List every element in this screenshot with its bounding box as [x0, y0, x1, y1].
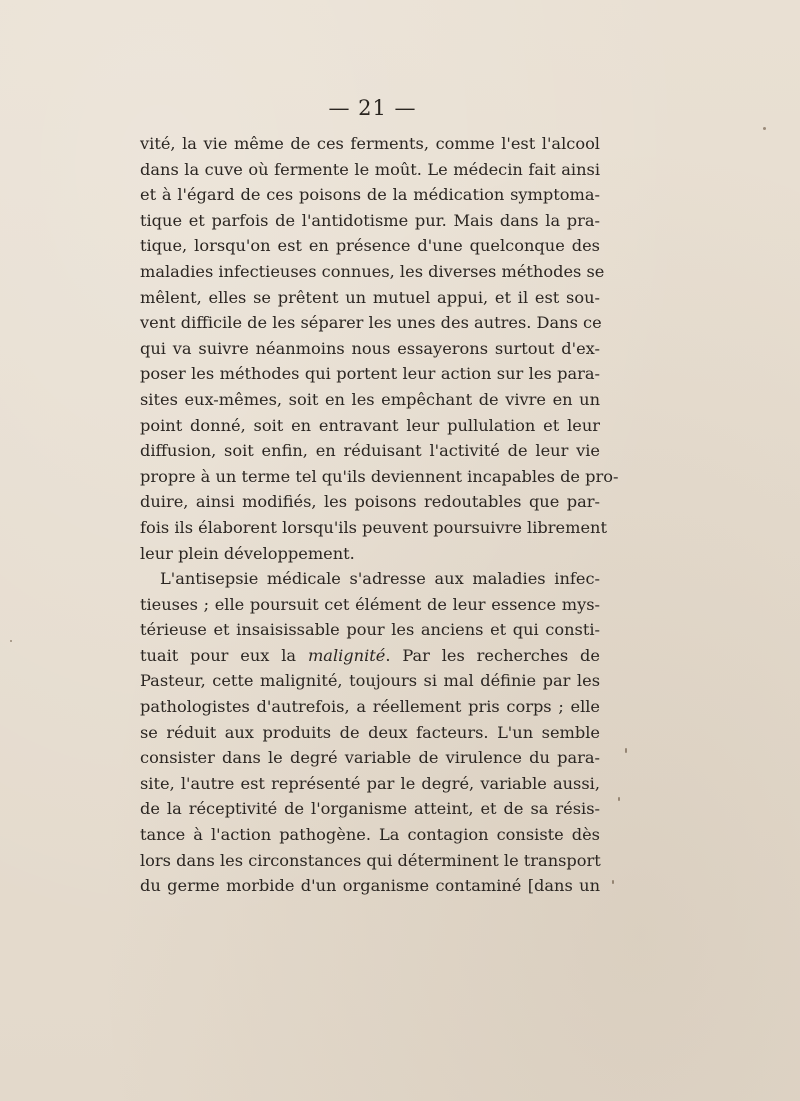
text-line: sites eux-mêmes, soit en les empêchant de vivre en un — [140, 389, 600, 409]
text-line: site, l'autre est représenté par le degré, variable aussi, — [140, 773, 600, 793]
paper-speck — [612, 880, 614, 884]
text-line: tique et parfois de l'antidotisme pur. Mais dans la pra- — [140, 210, 600, 230]
text-line: mêlent, elles se prêtent un mutuel appui, et il est sou- — [140, 287, 600, 307]
text-line: poser les méthodes qui portent leur action sur les para- — [140, 364, 600, 384]
text-line: tique, lorsqu'on est en présence d'une quelconque des — [140, 236, 600, 256]
text-fragment: tuait pour eux la — [140, 645, 308, 665]
text-line: pathologistes d'autrefois, a réellement pris corps ; elle — [140, 697, 600, 717]
body-text — [140, 131, 619, 899]
text-line: tance à l'action pathogène. La contagion consiste dès — [140, 825, 600, 845]
text-line: duire, ainsi modifiés, les poisons redoutables que par- — [140, 492, 600, 512]
text-line: et à l'égard de ces poisons de la médication symptoma- — [140, 185, 600, 205]
text-line: térieuse et insaisissable pour les anciens et qui consti- — [140, 620, 600, 640]
paragraph-2 — [140, 566, 600, 899]
text-line: vité, la vie même de ces ferments, comme l'est l'alcool — [140, 134, 600, 153]
paper-speck — [763, 127, 766, 130]
text-line: fois ils élaborent lorsqu'ils peuvent poursuivre librement — [140, 517, 607, 537]
text-line: diffusion, soit enfin, en réduisant l'activité de leur vie — [140, 441, 600, 461]
text-line: du germe morbide d'un organisme contaminé [dans un — [140, 876, 600, 896]
text-line: consister dans le degré variable de virulence du para- — [140, 748, 600, 768]
text-line: point donné, soit en entravant leur pullulation et leur — [140, 415, 600, 435]
text-line: leur plein développement. — [140, 543, 355, 563]
paper-speck — [10, 640, 12, 642]
text-line: maladies infectieuses connues, les diverses méthodes se — [140, 261, 605, 281]
page-number: — 21 — — [328, 96, 417, 120]
text-line: se réduit aux produits de deux facteurs. L'un semble — [140, 722, 600, 742]
text-line: L'antisepsie médicale s'adresse aux maladies infec- — [160, 569, 600, 589]
text-line: Pasteur, cette malignité, toujours si mal définie par les — [140, 671, 600, 691]
emphasis-malignite: malignité — [307, 645, 386, 665]
paper-speck — [625, 748, 627, 753]
text-line: lors dans les circonstances qui déterminent le transport — [140, 850, 601, 870]
text-line: qui va suivre néanmoins nous essayerons surtout d'ex- — [140, 338, 600, 358]
text-fragment: . Par les recherches de — [385, 645, 600, 665]
text-line: propre à un terme tel qu'ils deviennent incapables de pro- — [140, 466, 619, 486]
paragraph-1 — [140, 131, 619, 566]
text-line: vent difficile de les séparer les unes des autres. Dans ce — [140, 313, 602, 333]
paper-speck — [618, 797, 620, 801]
text-line-with-emphasis — [140, 643, 600, 669]
text-line: dans la cuve où fermente le moût. Le médecin fait ainsi — [140, 159, 600, 179]
text-line: tieuses ; elle poursuit cet élément de leur essence mys- — [140, 594, 600, 614]
text-line: de la réceptivité de l'organisme atteint, et de sa résis- — [140, 799, 600, 819]
